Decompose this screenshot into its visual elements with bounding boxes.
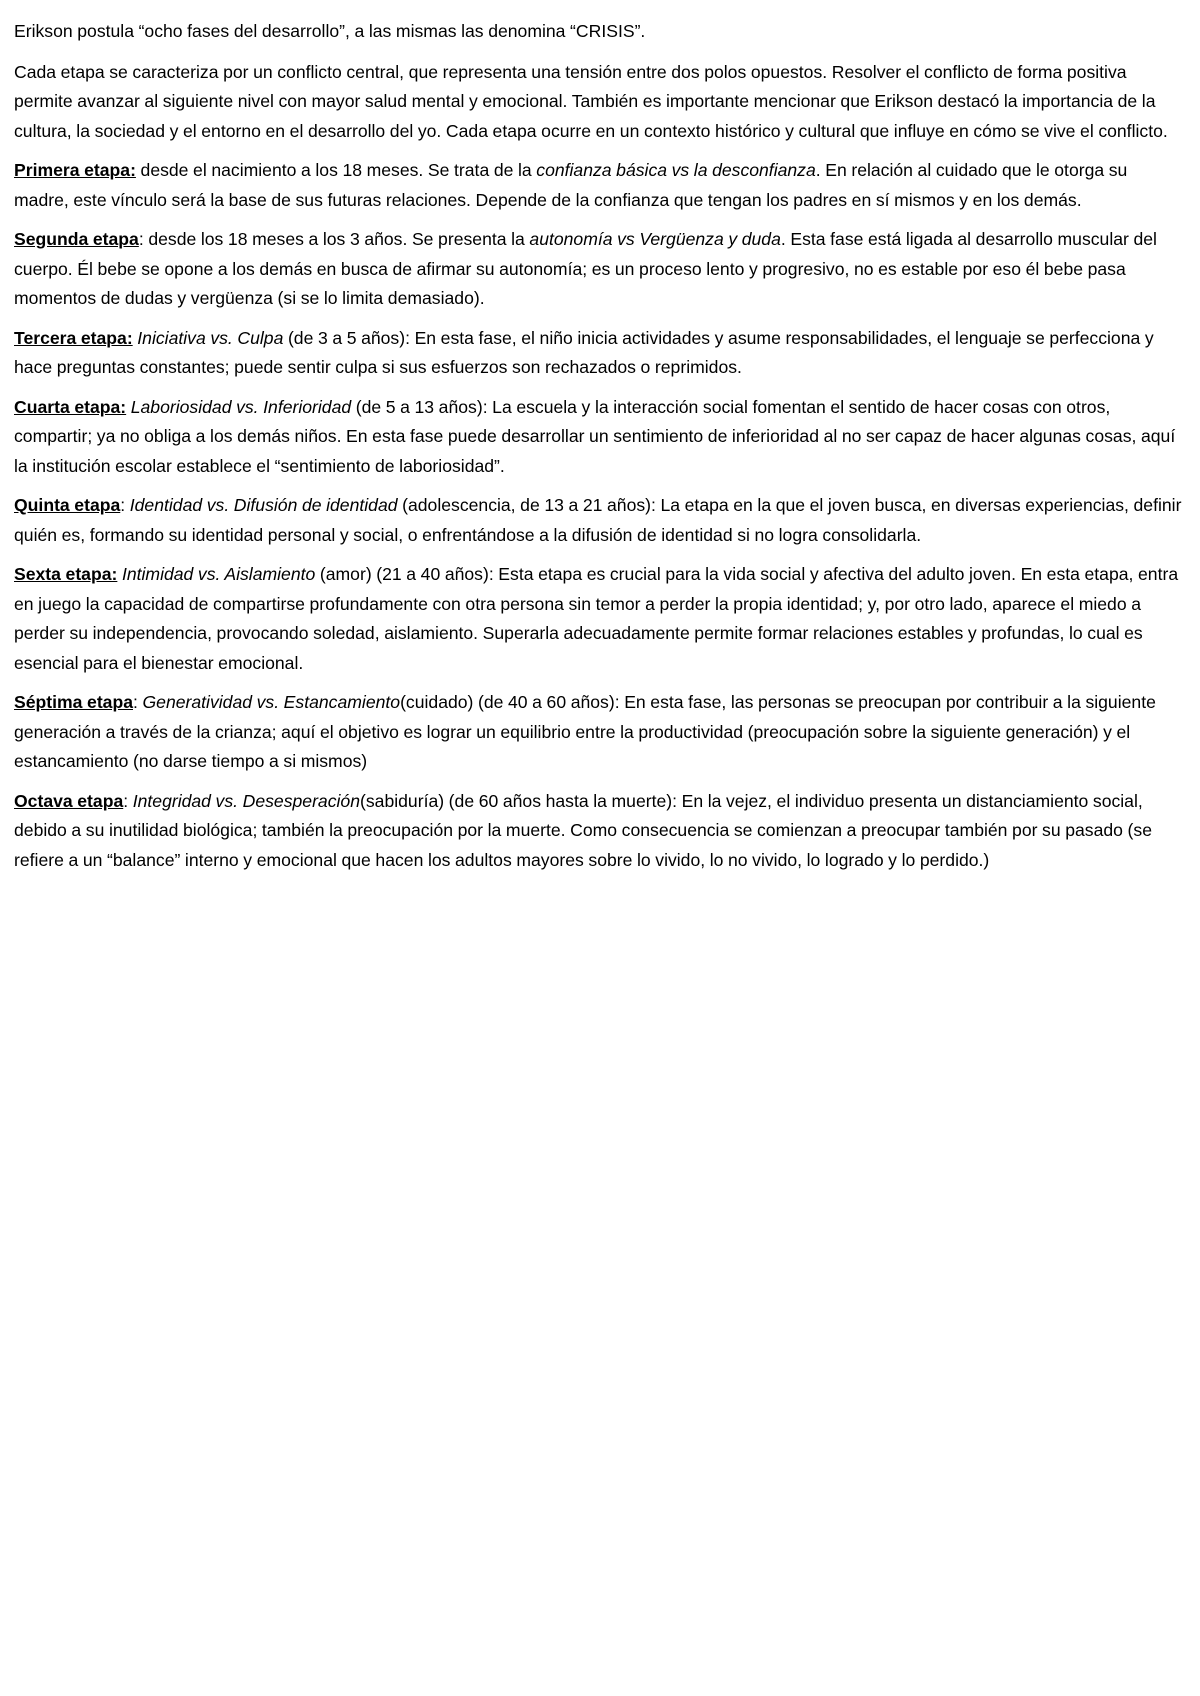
stage-title: Cuarta etapa: — [14, 396, 127, 417]
stage-crisis: Generatividad vs. Estancamiento — [142, 692, 401, 712]
stages-list — [14, 156, 1186, 875]
stage-title: Quinta etapa — [14, 495, 121, 515]
stage-crisis: Integridad vs. Desesperación — [132, 790, 360, 811]
stage-title: Segunda etapa — [14, 229, 139, 249]
stage-crisis: confianza básica vs la desconfianza — [536, 160, 816, 180]
stage-paragraph — [14, 787, 1186, 876]
stage-separator: : — [133, 692, 143, 712]
stage-paragraph — [14, 156, 1186, 215]
stage-title: Octava etapa — [14, 790, 124, 811]
stage-title: Sexta etapa: — [14, 564, 118, 584]
stage-paragraph — [14, 393, 1186, 482]
stage-text-post: (sabiduría) (de 60 años hasta la muerte): En la vejez, el individuo presenta un distanciamiento social, debido a su inutilidad biológica; también la preocupación por la muerte. Como consecuencia se comienzan a preocupar también por su pasado (se refiere a un “balance” interno y emocional que hacen los adultos mayores sobre lo vivido, lo no vivido, lo logrado y lo perdido.) — [14, 790, 1152, 870]
stage-paragraph — [14, 324, 1186, 383]
stage-crisis: autonomía vs Vergüenza y duda — [529, 229, 781, 249]
stage-text-pre: desde el nacimiento a los 18 meses. Se trata de la — [140, 160, 537, 180]
stage-title: Tercera etapa: — [14, 327, 133, 348]
stage-separator: : — [123, 790, 133, 811]
stage-text-post: (cuidado) (de 40 a 60 años): En esta fase, las personas se preocupan por contribuir a la siguiente generación a través de la crianza; aquí el objetivo es lograr un equilibrio entre la productividad (preocupación sobre la siguiente generación) y el estancamiento (no darse tiempo a si mismos) — [14, 692, 1156, 771]
stage-text-post: . En relación al cuidado que le otorga su madre, este vínculo será la base de sus futuras relaciones. Depende de la confianza que tengan los padres en sí mismos y en los demás. — [14, 160, 1128, 210]
stage-paragraph — [14, 688, 1186, 777]
stage-text-post: (amor) (21 a 40 años): Esta etapa es crucial para la vida social y afectiva del adulto joven. En esta etapa, entra en juego la capacidad de compartirse profundamente con otra persona sin temor a perder la propia identidad; y, por otro lado, aparece el miedo a perder su independencia, provocando soledad, aislamiento. Superarla adecuadamente permite formar relaciones estables y profundas, lo cual es esencial para el bienestar emocional. — [14, 564, 1179, 673]
stage-text-post: . Esta fase está ligada al desarrollo muscular del cuerpo. Él bebe se opone a los demás en busca de afirmar su autonomía; es un proceso lento y progresivo, no es estable por eso él bebe pasa momentos de dudas y vergüenza (si se lo limita demasiado). — [14, 229, 1157, 308]
stage-separator: : — [120, 495, 130, 515]
stage-title: Séptima etapa — [14, 692, 133, 712]
overview-paragraph: Cada etapa se caracteriza por un conflicto central, que representa una tensión entre dos polos opuestos. Resolver el conflicto de forma positiva permite avanzar al siguiente nivel con mayor salud mental y emocional. También es importante mencionar que Erikson destacó la importancia de la cultura, la sociedad y el entorno en el desarrollo del yo. Cada etapa ocurre en un contexto histórico y cultural que influye en cómo se vive el conflicto. — [14, 61, 1168, 141]
stage-paragraph — [14, 225, 1186, 314]
stage-crisis: Intimidad vs. Aislamiento — [121, 564, 316, 584]
stage-text-pre: desde los 18 meses a los 3 años. Se presenta la — [148, 229, 530, 249]
stage-crisis: Identidad vs. Difusión de identidad — [129, 495, 398, 515]
stage-paragraph — [14, 560, 1186, 678]
stage-title: Primera etapa: — [14, 160, 136, 180]
intro-line: Erikson postula “ocho fases del desarrollo”, a las mismas las denomina “CRISIS”. — [14, 21, 646, 41]
stage-text-post: (adolescencia, de 13 a 21 años): La etapa en la que el joven busca, en diversas experiencias, definir quién es, formando su identidad personal y social, o enfrentándose a la difusión de identidad si no logra consolidarla. — [14, 495, 1182, 545]
stage-paragraph — [14, 491, 1186, 550]
stage-text-post: (de 5 a 13 años): La escuela y la interacción social fomentan el sentido de hacer cosas con otros, compartir; ya no obliga a los demás niños. En esta fase puede desarrollar un sentimiento de inferioridad al no ser capaz de hacer algunas cosas, aquí la institución escolar establece el “sentimiento de laboriosidad”. — [14, 396, 1176, 476]
stage-crisis: Laboriosidad vs. Inferioridad — [130, 396, 352, 417]
stage-separator: : — [138, 229, 149, 249]
stage-text-post: (de 3 a 5 años): En esta fase, el niño inicia actividades y asume responsabilidades, el lenguaje se perfecciona y hace preguntas constantes; puede sentir culpa si sus esfuerzos son rechazados o reprimidos. — [14, 327, 1154, 377]
stage-crisis: Iniciativa vs. Culpa — [137, 327, 284, 348]
